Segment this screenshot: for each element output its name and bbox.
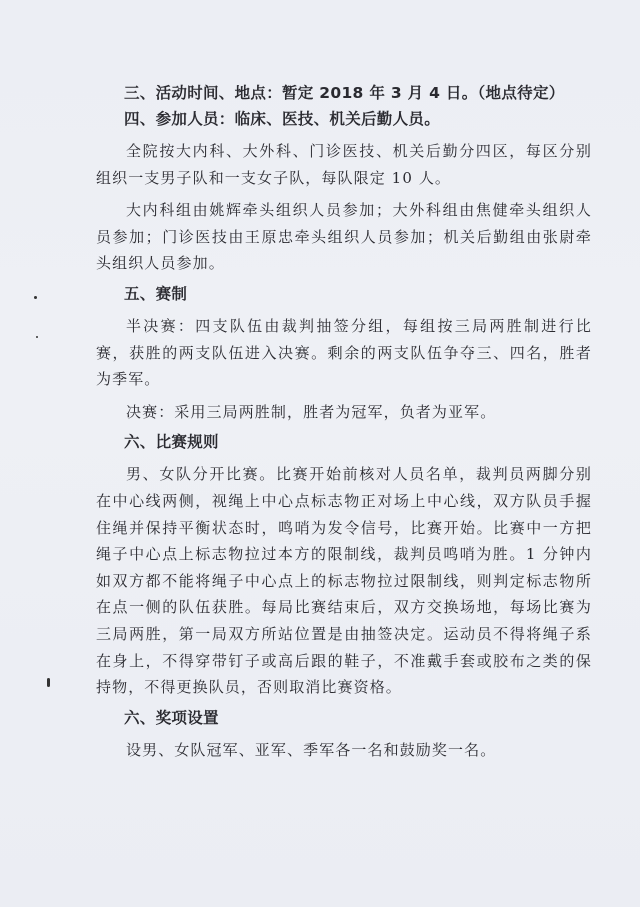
document-body	[96, 82, 592, 769]
section-heading-awards: 六、奖项设置	[124, 708, 219, 727]
margin-speck	[34, 296, 37, 299]
section-heading-format: 五、赛制	[124, 284, 188, 303]
paragraph-group-leaders: 大内科组由姚辉牵头组织人员参加；大外科组由焦健牵头组织人员参加；门诊医技由王原忠牵头组织人员参加；机关后勤组由张尉牵头组织人员参加。	[96, 201, 592, 273]
section-heading-rules: 六、比赛规则	[124, 433, 219, 452]
paragraph-teams: 全院按大内科、大外科、门诊医技、机关后勤分四区，每区分别组织一支男子队和一支女子队，每队限定 10 人。	[96, 142, 592, 187]
section-heading-schedule: 三、活动时间、地点：暂定 2018 年 3 月 4 日。（地点待定）	[124, 84, 565, 102]
margin-speck	[36, 336, 38, 338]
margin-speck	[47, 678, 50, 687]
paragraph-rules: 男、女队分开比赛。比赛开始前核对人员名单，裁判员两脚分别在中心线两侧，视绳上中心点标志物正对场上中心线，双方队员手握住绳并保持平衡状态时，鸣哨为发令信号，比赛开始。比赛中一方把绳子中心点上标志物拉过本方的限制线，裁判员鸣哨为胜。1 分钟内如双方都不能将绳子中心点上的标志物拉过限制线，则判定标志物所在点一侧的队伍获胜。每局比赛结束后，双方交换场地，每场比赛为三局两胜，第一局双方所站位置是由抽签决定。运动员不得将绳子系在身上，不得穿带钉子或高后跟的鞋子，不准戴手套或胶布之类的保持物，不得更换队员，否则取消比赛资格。	[96, 465, 592, 697]
paragraph-semifinal: 半决赛：四支队伍由裁判抽签分组，每组按三局两胜制进行比赛，获胜的两支队伍进入决赛。剩余的两支队伍争夺三、四名，胜者为季军。	[96, 316, 592, 389]
section-heading-participants: 四、参加人员：临床、医技、机关后勤人员。	[124, 110, 441, 128]
paragraph-awards: 设男、女队冠军、亚军、季军各一名和鼓励奖一名。	[126, 740, 497, 759]
paragraph-final: 决赛：采用三局两胜制，胜者为冠军，负者为亚军。	[126, 402, 497, 421]
